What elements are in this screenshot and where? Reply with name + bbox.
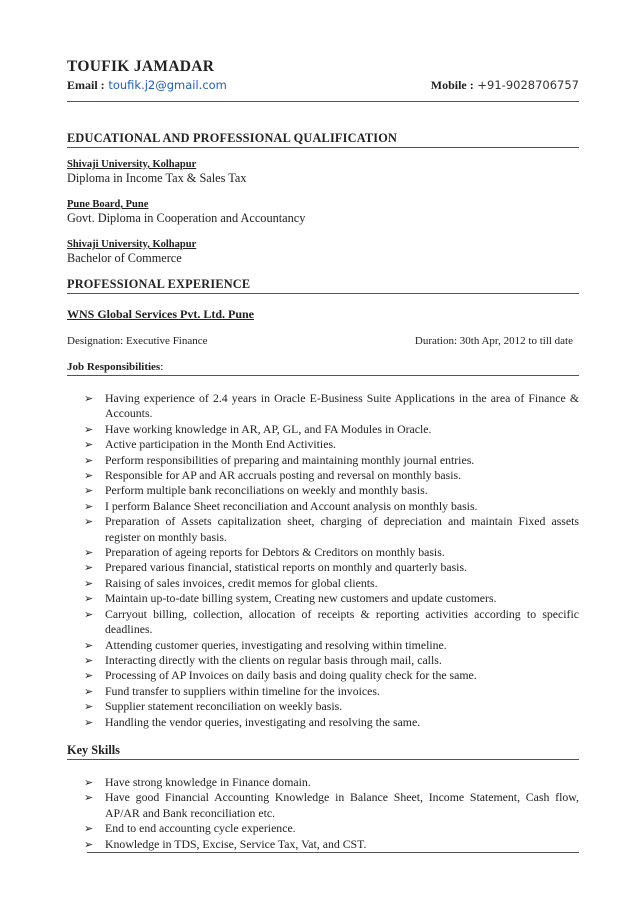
designation: Designation: Executive Finance (67, 335, 208, 347)
email-label: Email : (67, 78, 105, 92)
degree-name: Diploma in Income Tax & Sales Tax (67, 171, 247, 185)
skill-item-text: End to end accounting cycle experience. (105, 821, 296, 836)
responsibilities-list (67, 391, 579, 730)
responsibility-item-text: Preparation of ageing reports for Debtors & Creditors on monthly basis. (105, 545, 445, 560)
company-name: WNS Global Services Pvt. Ltd. Pune (67, 307, 255, 321)
responsibility-item-text: Preparation of Assets capitalization sheet, charging of depreciation and maintain Fixed assets register on monthly basis. (105, 514, 579, 544)
email-link[interactable]: toufik.j2@gmail.com (108, 78, 227, 92)
responsibility-item (67, 514, 579, 545)
arrow-bullet-icon: ➢ (84, 791, 94, 805)
responsibility-item-text: Supplier statement reconciliation on weekly basis. (105, 699, 343, 714)
arrow-bullet-icon: ➢ (84, 561, 94, 575)
key-skills-title: Key Skills (67, 743, 579, 760)
responsibility-item-text: Handling the vendor queries, investigating and resolving the same. (105, 714, 421, 729)
responsibility-item-text: Processing of AP Invoices on daily basis and doing quality check for the same. (105, 668, 477, 683)
degree-name: Govt. Diploma in Cooperation and Accountancy (67, 211, 306, 225)
responsibility-item-text: Maintain up-to-date billing system, Creating new customers and update customers. (105, 591, 497, 606)
responsibility-item (67, 699, 579, 714)
responsibility-item-text: Perform responsibilities of preparing and maintaining monthly journal entries. (105, 452, 475, 467)
responsibility-item-text: Fund transfer to suppliers within timeline for the invoices. (105, 683, 380, 698)
responsibility-item (67, 545, 579, 560)
responsibility-item (67, 437, 579, 452)
institution-name: Shivaji University, Kolhapur (67, 239, 197, 250)
responsibility-item (67, 499, 579, 514)
responsibility-item-text: Interacting directly with the clients on regular basis through mail, calls. (105, 652, 442, 667)
arrow-bullet-icon: ➢ (84, 638, 94, 652)
skill-item (67, 775, 579, 790)
arrow-bullet-icon: ➢ (84, 653, 94, 667)
arrow-bullet-icon: ➢ (84, 499, 94, 513)
arrow-bullet-icon: ➢ (84, 515, 94, 529)
responsibility-item-text: Attending customer queries, investigating and resolving within timeline. (105, 637, 447, 652)
job-responsibilities-label: Job Responsibilities (67, 361, 161, 373)
skill-item (67, 837, 579, 852)
responsibility-item (67, 453, 579, 468)
experience-section-title: PROFESSIONAL EXPERIENCE (67, 277, 579, 294)
arrow-bullet-icon: ➢ (84, 469, 94, 483)
skill-item-text: Have good Financial Accounting Knowledge in Balance Sheet, Income Statement, Cash flow, AP/AR and Bank reconciliation etc. (105, 790, 579, 820)
footer-divider (87, 852, 579, 853)
responsibility-item-text: Raising of sales invoices, credit memos for global clients. (105, 575, 378, 590)
responsibility-item-text: Having experience of 2.4 years in Oracle E-Business Suite Applications in the area of Finance & Accounts. (105, 391, 579, 421)
education-section-title: EDUCATIONAL AND PROFESSIONAL QUALIFICATION (67, 131, 579, 148)
duration: Duration: 30th Apr, 2012 to till date (414, 335, 573, 347)
arrow-bullet-icon: ➢ (84, 576, 94, 590)
skill-item-text: Have strong knowledge in Finance domain. (105, 774, 311, 789)
arrow-bullet-icon: ➢ (84, 684, 94, 698)
education-item (67, 158, 579, 186)
skill-item (67, 821, 579, 836)
institution-name: Pune Board, Pune (67, 199, 149, 210)
responsibility-item (67, 576, 579, 591)
responsibility-item (67, 391, 579, 422)
responsibility-item-text: Perform multiple bank reconciliations on weekly and monthly basis. (105, 483, 428, 498)
responsibility-item (67, 638, 579, 653)
arrow-bullet-icon: ➢ (84, 669, 94, 683)
responsibility-item (67, 668, 579, 683)
arrow-bullet-icon: ➢ (84, 422, 94, 436)
job-responsibilities-colon: : (160, 361, 164, 373)
arrow-bullet-icon: ➢ (84, 607, 94, 621)
degree-name: Bachelor of Commerce (67, 251, 182, 265)
responsibility-item-text: I perform Balance Sheet reconciliation and Account analysis on monthly basis. (105, 498, 478, 513)
responsibility-item (67, 483, 579, 498)
email-block (67, 78, 227, 93)
responsibility-item-text: Active participation in the Month End Activities. (105, 437, 336, 452)
arrow-bullet-icon: ➢ (84, 546, 94, 560)
responsibility-item-text: Prepared various financial, statistical reports on monthly and quarterly basis. (105, 560, 467, 575)
skill-item (67, 790, 579, 821)
arrow-bullet-icon: ➢ (84, 837, 94, 851)
responsibility-item (67, 607, 579, 638)
responsibility-item (67, 468, 579, 483)
responsibility-item-text: Responsible for AP and AR accruals posting and reversal on monthly basis. (105, 468, 462, 483)
education-item (67, 198, 579, 226)
arrow-bullet-icon: ➢ (84, 775, 94, 789)
responsibility-item-text: Have working knowledge in AR, AP, GL, and FA Modules in Oracle. (105, 421, 432, 436)
key-skills-list (67, 775, 579, 852)
arrow-bullet-icon: ➢ (84, 715, 94, 729)
resume-page (67, 58, 579, 853)
responsibility-item (67, 653, 579, 668)
arrow-bullet-icon: ➢ (84, 822, 94, 836)
contact-row (67, 78, 579, 93)
arrow-bullet-icon: ➢ (84, 392, 94, 405)
institution-name: Shivaji University, Kolhapur (67, 159, 197, 170)
job-responsibilities-heading (67, 360, 579, 376)
mobile-label: Mobile : (430, 78, 474, 92)
mobile-block (431, 78, 579, 93)
responsibility-item (67, 422, 579, 437)
job-meta-row (67, 334, 579, 348)
arrow-bullet-icon: ➢ (84, 453, 94, 467)
arrow-bullet-icon: ➢ (84, 700, 94, 714)
responsibility-item (67, 715, 579, 730)
responsibility-item-text: Carryout billing, collection, allocation of receipts & reporting activities according to specific deadlines. (105, 606, 579, 637)
skill-item-text: Knowledge in TDS, Excise, Service Tax, Vat, and CST. (105, 836, 367, 851)
candidate-name: TOUFIK JAMADAR (67, 58, 215, 75)
arrow-bullet-icon: ➢ (84, 484, 94, 498)
arrow-bullet-icon: ➢ (84, 438, 94, 452)
education-item (67, 238, 579, 266)
mobile-number: +91-9028706757 (477, 78, 579, 92)
header-divider (67, 101, 579, 102)
arrow-bullet-icon: ➢ (84, 592, 94, 606)
responsibility-item (67, 560, 579, 575)
responsibility-item (67, 684, 579, 699)
responsibility-item (67, 591, 579, 606)
